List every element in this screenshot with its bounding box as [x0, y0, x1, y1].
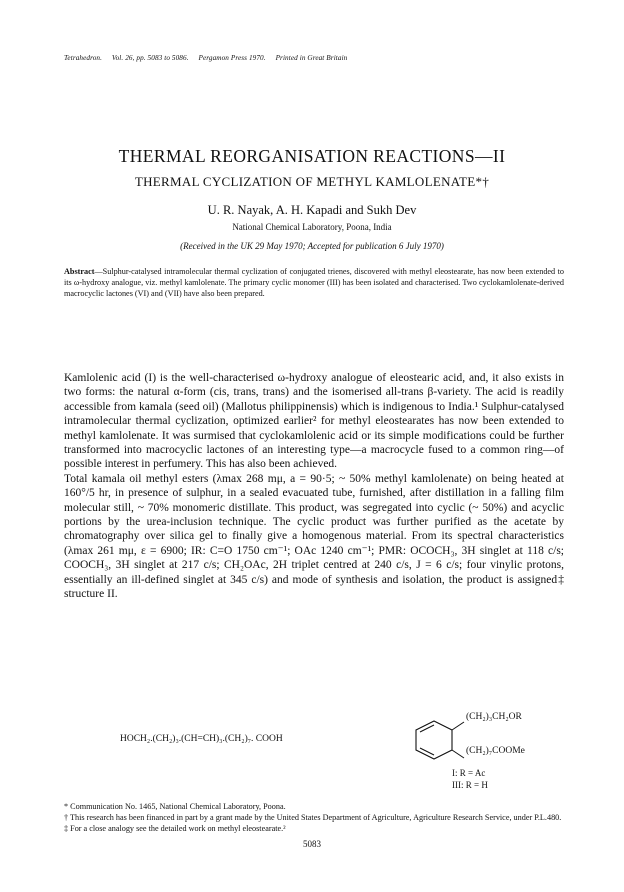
publisher-info: Pergamon Press 1970. [198, 54, 266, 62]
received-dates: (Received in the UK 29 May 1970; Accepted for publication 6 July 1970) [180, 241, 444, 251]
footnote-1: * Communication No. 1465, National Chemical Laboratory, Poona. [64, 802, 286, 811]
structure-cyclic [406, 710, 566, 810]
volume-info: Vol. 26, pp. 5083 to 5086. [111, 54, 189, 62]
paper-subtitle: THERMAL CYCLIZATION OF METHYL KAMLOLENATE*† [134, 174, 490, 189]
affiliation: National Chemical Laboratory, Poona, India [232, 222, 392, 232]
substituent-top: (CH₂)₃CH₂OR [466, 712, 522, 722]
abstract-text: —Sulphur-catalysed intramolecular thermal cyclization of conjugated trienes, discovered with methyl eleostearate, has now been extended to its ω-hydroxy analogue, viz. methyl kamlolenate. The primary cyclic monomer (III) has been isolated and characterised. Two cyclokamlolenate-derived macrocyclic lactones (VI) and (VII) have also been prepared. [64, 267, 564, 298]
footnotes [64, 801, 564, 834]
paper-title: THERMAL REORGANISATION REACTIONS—II [118, 146, 506, 166]
paragraph-2: Total kamala oil methyl esters (λmax 268 mμ, a = 90·5; ~ 50% methyl kamlolenate) on being heated at 160°/5 hr, in presence of sulphur, in a sealed evacuated tube, furnished, after distillation in a falling film molecular still, ~ 70% monomeric distillate. This product, was segregated into cyclic (~ 50%) and acyclic portions by the urea-inclusion technique. The cyclic product was further purified as the acetate by chromatography over silica gel to finally give a homogenous material. From its spectral characteristics (λmax 261 mμ, ε = 6900; IR: C=O 1750 cm⁻¹; OAc 1240 cm⁻¹; PMR: OCOCH₃, 3H singlet at 118 c/s; COOCH₃, 3H singlet at 217 c/s; CH₂OAc, 2H triplet centred at 240 c/s, J = 6 c/s; four vinylic protons, essentially an ill-defined singlet at 345 c/s) and mode of synthesis and isolation, the product is assigned‡ structure II. [64, 472, 564, 601]
abstract-label: Abstract [64, 267, 95, 276]
footnote-2: † This research has been financed in part by a grant made by the United States Department of Agriculture, Agriculture Research Service, under P.L.480. [64, 813, 562, 822]
structure-label-1: I: R = Ac [452, 768, 486, 778]
structure-label-2: III: R = H [452, 780, 488, 790]
cyclohexadiene-ring-icon [406, 718, 466, 768]
printed-info: Printed in Great Britain [275, 54, 348, 62]
footnote-3: ‡ For a close analogy see the detailed work on methyl eleostearate.² [64, 824, 286, 833]
journal-name: Tetrahedron. [64, 54, 103, 62]
substituent-bottom: (CH₂)₇COOMe [466, 746, 525, 756]
paragraph-1: Kamlolenic acid (I) is the well-characterised ω-hydroxy analogue of eleostearic acid, and, it also exists in two forms: the natural α-form (cis, trans, trans) and the isomerised all-trans β-variety. The acid is readily accessible from kamala (seed oil) (Mallotus philippinensis) which is indigenous to India.¹ Sulphur-catalysed intramolecular thermal cyclization, optimized earlier² for methyl eleostearates has now been extended to methyl kamlolenate. It was surmised that cyclokamlolenic acid or its simple modifications could be further transformed into macrocyclic lactones of an interesting type—a macrocycle fused to a common ring—of possible interest in perfumery. This has also been achieved. [64, 372, 564, 471]
body-text [64, 371, 564, 602]
page-number: 5083 [303, 839, 321, 849]
structure-formula-linear: HOCH₂.(CH₂)₃.(CH=CH)₃.(CH₂)₇. COOH [120, 734, 283, 744]
running-header [64, 54, 355, 62]
author-list: U. R. Nayak, A. H. Kapadi and Sukh Dev [207, 203, 417, 217]
abstract [64, 266, 564, 299]
